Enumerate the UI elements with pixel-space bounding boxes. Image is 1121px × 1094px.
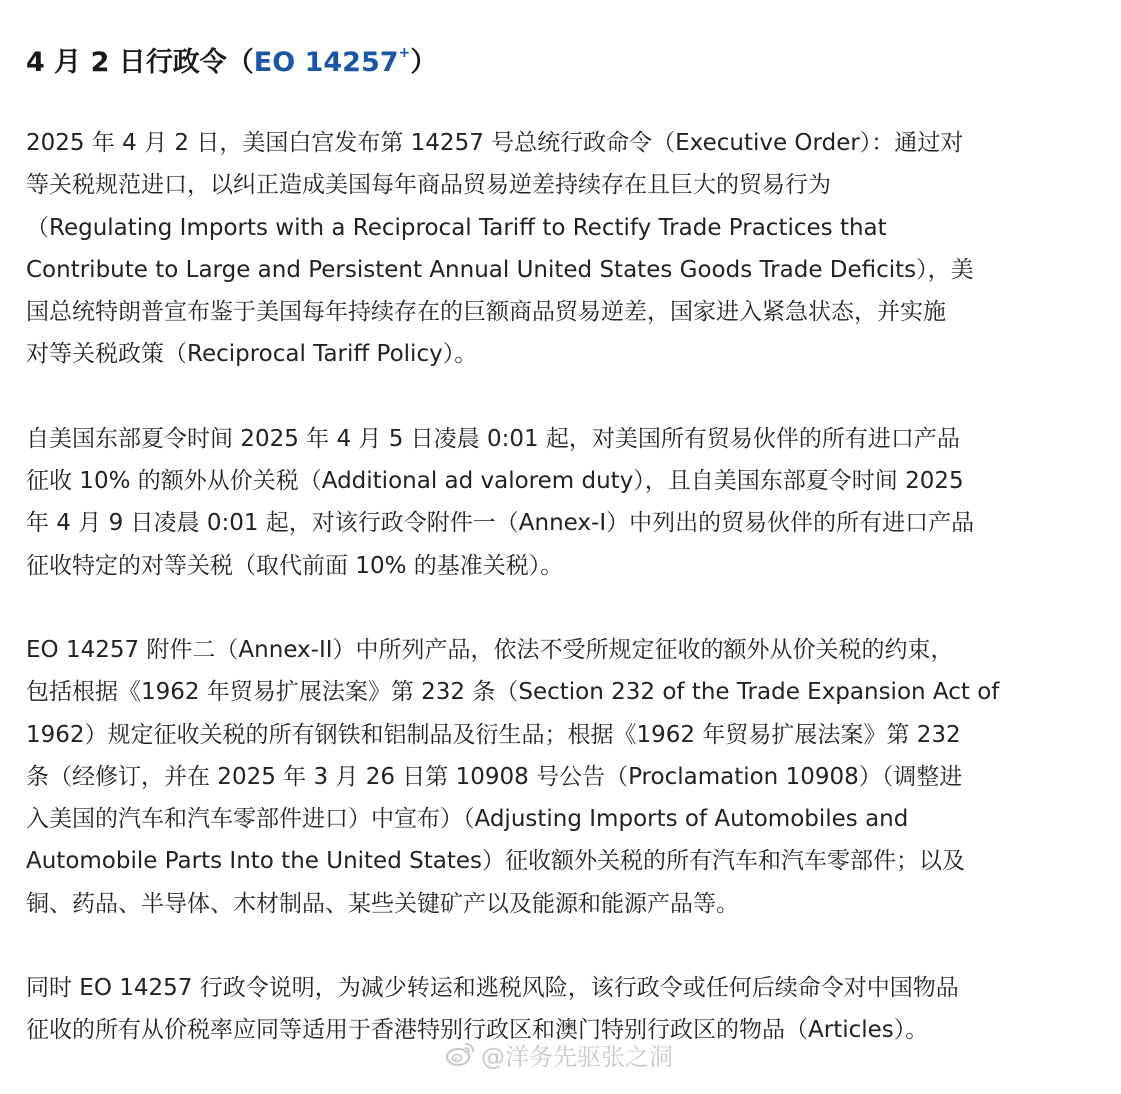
title-prefix: 4 月 2 日行政令（ bbox=[26, 47, 254, 78]
text-line: 征收 10% 的额外从价关税（Additional ad valorem duty），且自美国东部夏令时间 2025 bbox=[26, 468, 964, 495]
text-line: 同时 EO 14257 行政令说明，为减少转运和逃税风险，该行政令或任何后续命令对中国物品 bbox=[26, 975, 959, 1002]
text-line: Automobile Parts Into the United States）征收额外关税的所有汽车和汽车零部件；以及 bbox=[26, 848, 965, 875]
text-line: 对等关税政策（Reciprocal Tariff Policy）。 bbox=[26, 341, 478, 368]
title-suffix: ） bbox=[410, 47, 438, 78]
paragraph-3 bbox=[26, 629, 1108, 925]
text-line: 1962）规定征收关税的所有钢铁和铝制品及衍生品；根据《1962 年贸易扩展法案》第 232 bbox=[26, 721, 961, 748]
text-line: 2025 年 4 月 2 日，美国白宫发布第 14257 号总统行政命令（Executive Order）：通过对 bbox=[26, 130, 964, 156]
eo-link[interactable]: EO 14257 bbox=[253, 47, 399, 78]
watermark bbox=[445, 1036, 673, 1072]
text-line: 入美国的汽车和汽车零部件进口）中宣布）（Adjusting Imports of Automobiles and bbox=[26, 806, 909, 833]
text-line: （Regulating Imports with a Reciprocal Tariff to Rectify Trade Practices that bbox=[26, 214, 887, 241]
text-line: 条（经修订，并在 2025 年 3 月 26 日第 10908 号公告（Proclamation 10908）（调整进 bbox=[26, 763, 963, 790]
paragraph-1 bbox=[26, 122, 1108, 376]
text-line: 铜、药品、半导体、木材制品、某些关键矿产以及能源和能源产品等。 bbox=[26, 890, 739, 917]
text-line: 等关税规范进口，以纠正造成美国每年商品贸易逆差持续存在且巨大的贸易行为 bbox=[26, 172, 831, 199]
article bbox=[26, 28, 1108, 1094]
text-line: 年 4 月 9 日凌晨 0:01 起，对该行政令附件一（Annex-I）中列出的贸易伙伴的所有进口产品 bbox=[26, 510, 975, 537]
page-title bbox=[26, 28, 1108, 88]
watermark-text: @洋务先驱张之洞 bbox=[481, 1042, 673, 1071]
footnote-marker[interactable]: + bbox=[398, 45, 411, 61]
text-line: 国总统特朗普宣布鉴于美国每年持续存在的巨额商品贸易逆差，国家进入紧急状态，并实施 bbox=[26, 299, 946, 326]
text-line: Contribute to Large and Persistent Annual United States Goods Trade Deficits），美 bbox=[26, 256, 974, 283]
text-line: EO 14257 附件二（Annex-II）中所列产品，依法不受所规定征收的额外从价关税的约束， bbox=[26, 636, 954, 663]
text-line: 征收特定的对等关税（取代前面 10% 的基准关税）。 bbox=[26, 552, 564, 579]
text-line: 征收的所有从价税率应同等适用于香港特别行政区和澳门特别行政区的物品（Articles）。 bbox=[26, 1017, 929, 1044]
weibo-icon bbox=[445, 1041, 475, 1067]
paragraph-2 bbox=[26, 418, 1108, 587]
text-line: 包括根据《1962 年贸易扩展法案》第 232 条（Section 232 of the Trade Expansion Act of bbox=[26, 679, 1000, 706]
text-line: 自美国东部夏令时间 2025 年 4 月 5 日凌晨 0:01 起，对美国所有贸易伙伴的所有进口产品 bbox=[26, 425, 960, 452]
